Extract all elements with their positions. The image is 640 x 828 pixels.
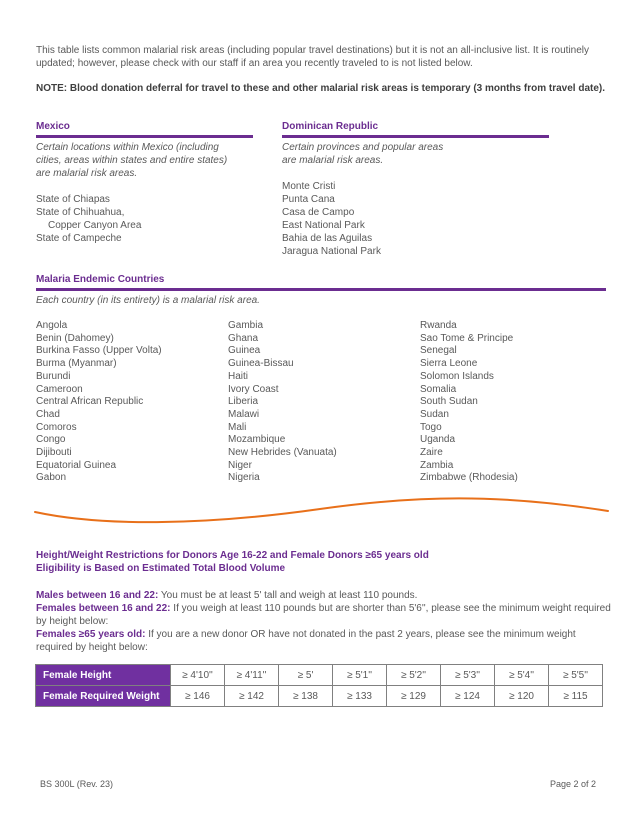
country-item: Sao Tome & Principe [420, 332, 514, 344]
height-cell: ≥ 4'11'' [225, 665, 279, 686]
weight-cell: ≥ 124 [441, 686, 495, 707]
intro-paragraph: This table lists common malarial risk areas (including popular travel destinations) but it is not an all-inclusive list. It is routinely updated; however, please check with our staff if an area you recently traveled to is not listed below. [36, 45, 590, 69]
rule-females-16-22 [36, 602, 612, 628]
country-item: Ghana [228, 332, 259, 344]
country-item: Solomon Islands [420, 370, 494, 382]
country-item: Mozambique [228, 434, 286, 446]
height-weight-section [36, 549, 612, 654]
country-item: Sudan [420, 408, 449, 420]
country-grid [36, 320, 606, 488]
row-header-female-required-weight: Female Required Weight [36, 686, 171, 707]
dominican-heading: Dominican Republic [282, 121, 549, 138]
country-item: Mali [228, 421, 247, 433]
hw-heading-line2: Eligibility is Based on Estimated Total Blood Volume [36, 563, 286, 574]
rule-females-65 [36, 628, 612, 654]
country-item: Benin (Dahomey) [36, 332, 114, 344]
form-number: BS 300L (Rev. 23) [40, 779, 114, 789]
table-row-height [36, 665, 603, 686]
dominican-desc-line: Certain provinces and popular areas [282, 142, 444, 153]
country-item: Chad [36, 408, 60, 420]
dominican-description [282, 141, 549, 167]
country-item: Gabon [36, 472, 67, 484]
weight-cell: ≥ 138 [279, 686, 333, 707]
weight-cell: ≥ 133 [333, 686, 387, 707]
country-item: Uganda [420, 434, 456, 446]
weight-cell: ≥ 115 [549, 686, 603, 707]
rule-text: If you weigh at least 110 pounds but are shorter than 5'6'', please see the minimum weight required by height below: [36, 603, 611, 627]
height-cell: ≥ 5'5'' [549, 665, 603, 686]
list-item: East National Park [282, 220, 365, 231]
country-item: Burundi [36, 370, 71, 382]
rule-males-16-22 [36, 589, 612, 602]
malaria-endemic-section [36, 274, 606, 488]
list-item: Jaragua National Park [282, 246, 381, 257]
country-item: Central African Republic [36, 396, 144, 408]
mexico-heading: Mexico [36, 121, 253, 138]
mexico-desc-line: cities, areas within states and entire states) [36, 155, 228, 166]
country-item: Zimbabwe (Rhodesia) [420, 472, 518, 484]
country-item: Dijibouti [36, 447, 72, 459]
mexico-desc-line: Certain locations within Mexico (including [36, 142, 219, 153]
weight-cell: ≥ 120 [495, 686, 549, 707]
country-item: Rwanda [420, 320, 457, 331]
country-item: Malawi [228, 408, 260, 420]
dominican-list [282, 180, 549, 258]
country-item: Comoros [36, 421, 77, 433]
country-column-2 [228, 320, 337, 485]
table-row-weight [36, 686, 603, 707]
country-item: Haiti [228, 370, 249, 382]
rule-text: You must be at least 5' tall and weigh at least 110 pounds. [158, 590, 418, 601]
weight-cell: ≥ 142 [225, 686, 279, 707]
mexico-list [36, 193, 253, 245]
height-cell: ≥ 5'1'' [333, 665, 387, 686]
weight-cell: ≥ 146 [171, 686, 225, 707]
list-item: Bahia de las Aguilas [282, 233, 373, 244]
endemic-description: Each country (in its entirety) is a malarial risk area. [36, 295, 260, 306]
country-item: Niger [228, 459, 252, 471]
weight-cell: ≥ 129 [387, 686, 441, 707]
country-item: Cameroon [36, 383, 83, 395]
country-item: Congo [36, 434, 66, 446]
list-item: Copper Canyon Area [48, 220, 142, 231]
country-column-1 [36, 320, 162, 485]
country-item: Senegal [420, 345, 457, 357]
note-paragraph: NOTE: Blood donation deferral for travel to these and other malarial risk areas is temporary (3 months from travel date). [36, 83, 606, 94]
rule-lead: Males between 16 and 22: [36, 590, 159, 601]
list-item: Monte Cristi [282, 181, 336, 192]
female-height-weight-table [35, 664, 603, 707]
country-item: Zambia [420, 459, 454, 471]
height-cell: ≥ 5'4'' [495, 665, 549, 686]
rule-text: If you are a new donor OR have not donated in the past 2 years, please see the minimum weight required by height below: [36, 629, 576, 653]
country-item: Gambia [228, 320, 264, 331]
list-item: State of Campeche [36, 233, 122, 244]
endemic-heading: Malaria Endemic Countries [36, 274, 606, 291]
row-header-female-height: Female Height [36, 665, 171, 686]
country-item: Ivory Coast [228, 383, 279, 395]
country-item: Zaire [420, 447, 443, 459]
country-item: Equatorial Guinea [36, 459, 117, 471]
country-item: Nigeria [228, 472, 260, 484]
rule-lead: Females ≥65 years old: [36, 629, 146, 640]
country-item: Burma (Myanmar) [36, 358, 117, 370]
country-column-3 [420, 320, 518, 485]
dominican-republic-section [282, 121, 549, 258]
list-item: Punta Cana [282, 194, 335, 205]
country-item: Sierra Leone [420, 358, 478, 370]
country-item: Somalia [420, 383, 457, 395]
mexico-desc-line: are malarial risk areas. [36, 168, 138, 179]
mexico-description [36, 141, 253, 180]
page-number: Page 2 of 2 [549, 779, 596, 789]
rule-lead: Females between 16 and 22: [36, 603, 171, 614]
country-item: Angola [36, 320, 68, 331]
height-cell: ≥ 5'2'' [387, 665, 441, 686]
hw-rules [36, 589, 612, 654]
decorative-wave-divider [30, 491, 615, 533]
country-item: New Hebrides (Vanuata) [228, 447, 337, 459]
height-cell: ≥ 5'3'' [441, 665, 495, 686]
height-cell: ≥ 4'10'' [171, 665, 225, 686]
country-item: Burkina Fasso (Upper Volta) [36, 345, 162, 357]
hw-heading-line1: Height/Weight Restrictions for Donors Age 16-22 and Female Donors ≥65 years old [36, 550, 429, 561]
list-item: Casa de Campo [282, 207, 355, 218]
country-item: Guinea [228, 345, 261, 357]
country-item: Togo [420, 421, 442, 433]
country-item: Liberia [228, 396, 259, 408]
country-item: Guinea-Bissau [228, 358, 294, 370]
list-item: State of Chiapas [36, 194, 110, 205]
height-cell: ≥ 5' [279, 665, 333, 686]
mexico-section [36, 121, 253, 245]
dominican-desc-line: are malarial risk areas. [282, 155, 384, 166]
list-item: State of Chihuahua, [36, 207, 125, 218]
country-item: South Sudan [420, 396, 478, 408]
